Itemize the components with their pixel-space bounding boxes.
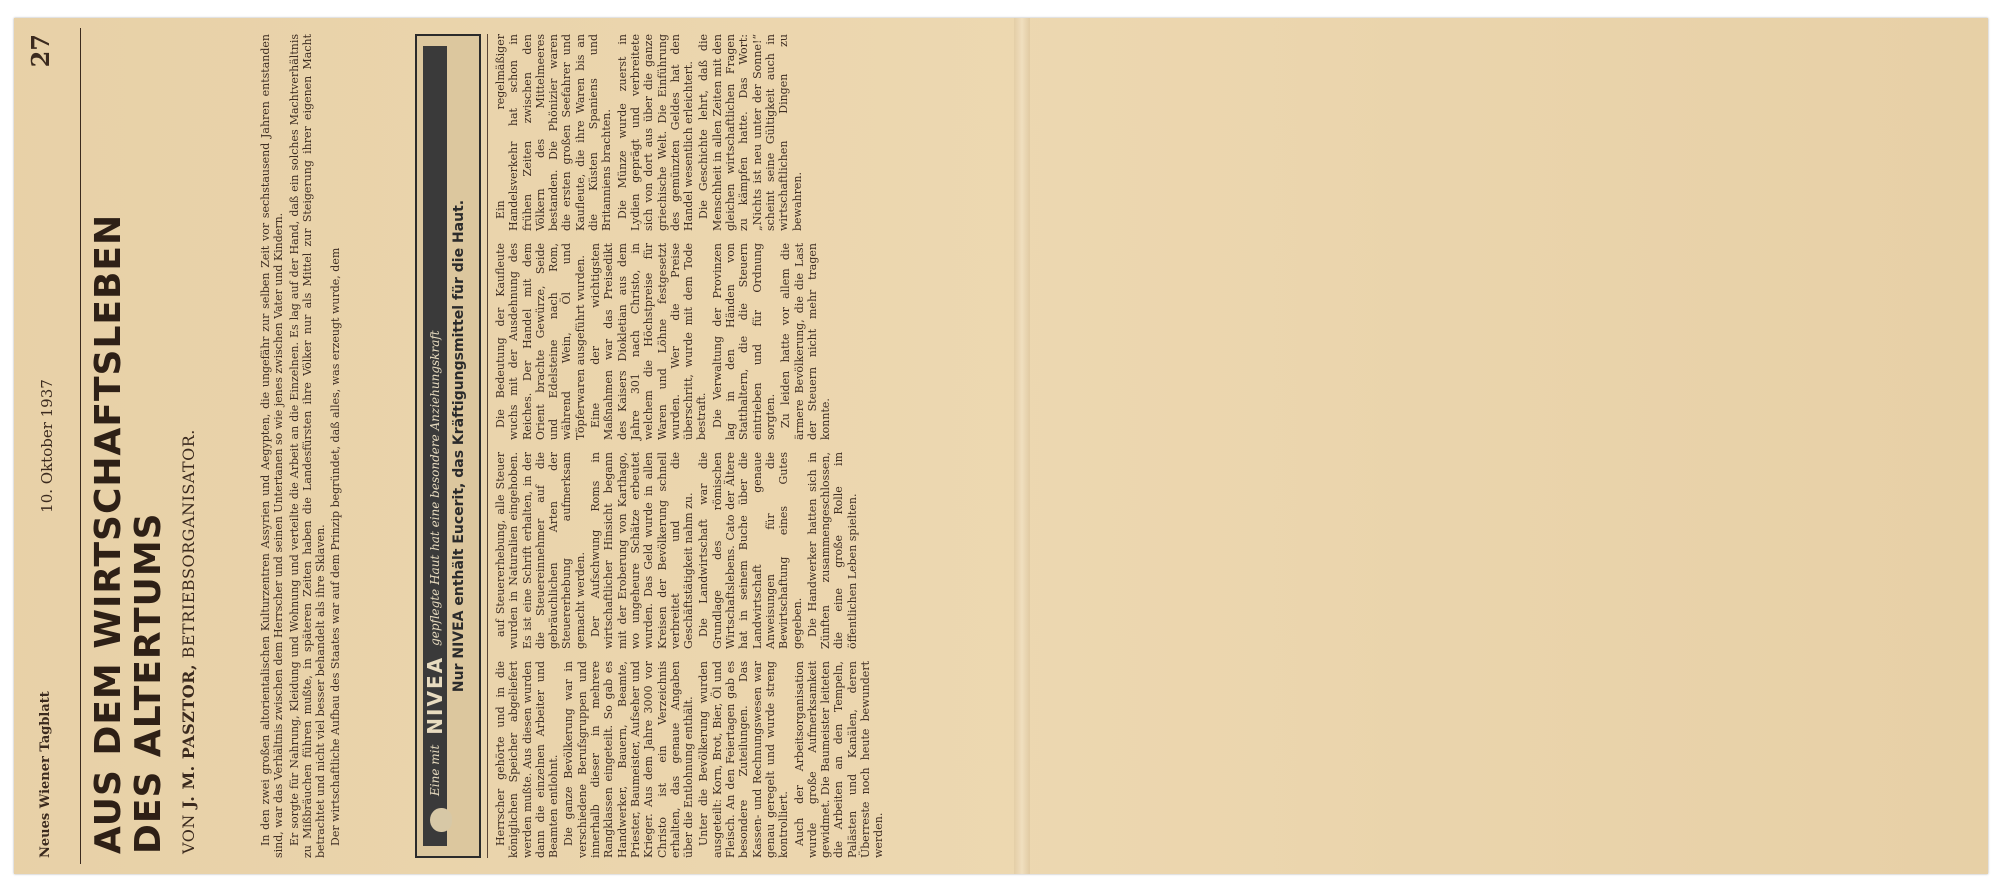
ad-brand: NIVEA [423,655,447,735]
column-divider [487,34,488,858]
page-header [20,28,81,864]
article-column-2 [494,661,1994,858]
ad-tagline: Nur NIVEA enthält Eucerit, das Kräftigungsmittel für die Haut. [451,199,467,693]
ad-banner [423,46,447,846]
nivea-advertisement [415,34,481,858]
paragraph: In den zwei großen altorientalischen Kulturzentren Assyrien und Aegypten, die ungefähr zur selben Zeit vor sechstausend Jahren entstanden sind, war das Verhältnis zwischen dem Herrscher und seinen Untertanen so wie jenes zwischen Vater und Kindern. [259,34,286,858]
paragraph: Auch der Arbeitsorganisation wurde große Aufmerksamkeit gewidmet. Die Baumeister leiteten die Arbeiten an den Tempeln, Palästen und Kanälen, deren Überreste noch heute bewundert werden. [792,661,886,858]
paragraph: Herrscher gehörte und in die königlichen Speicher abgeliefert werden mußte. Aus diesen wurden dann die einzelnen Arbeiter und Beamten entlohnt. [494,661,561,858]
byline [179,38,198,854]
article-title [89,38,169,854]
paragraph: Die Landwirtschaft war die Grundlage des römischen Wirtschaftslebens. Cato der Ältere hat in seinem Buche über die Landwirtschaft genaue Anweisungen für die Bewirtschaftung eines Gutes gegeben. [697,452,804,649]
byline-prefix: VON [179,814,198,854]
paragraph: Die ganze Bevölkerung war in verschiedene Berufsgruppen und innerhalb dieser in mehrere Rangklassen eingeteilt. So gab es Handwerker, Bauern, Beamte, Priester, Baumeister, Aufseher und Krieger. Aus dem Jahre 3000 vor Christo ist ein Verzeichnis erhalten, das genaue Angaben über die Entlohnung enthält. [562,661,696,858]
paragraph: Die Bedeutung der Kaufleute wuchs mit der Ausdehnung des Reiches. Der Handel mit dem Orient brachte Gewürze, Seide und Edelsteine nach Rom, während Wein, Öl und Töpferwaren ausgeführt wurden. [494,243,587,440]
paragraph: Die Handwerker hatten sich in Zünften zusammengeschlossen, die eine große Rolle im öffentlichen Leben spielten. [805,452,859,649]
rotated-page [14,18,1988,874]
paragraph: Die Verwaltung der Provinzen lag in den Händen von Statthaltern, die die Steuern eintrieben und für Ordnung sorgten. [710,243,777,440]
paragraph: Zu leiden hatte vor allem die ärmere Bevölkerung, die die Last der Steuern nicht mehr tragen konnte. [779,243,833,440]
newspaper-name: Neues Wiener Tagblatt [38,691,53,858]
ad-small-text-right: gepflegte Haut hat eine besondere Anziehungskraft [428,330,442,646]
newspaper-clipping [14,18,1988,874]
title-line-2: DES ALTERTUMS [128,512,169,854]
article-body-main [494,28,1994,864]
title-line-1: AUS DEM WIRTSCHAFTSLEBEN [88,213,129,854]
article-column-1 [259,34,409,858]
paragraph: auf Steuererhebung, alle Steuer wurden in Naturalien eingehoben. Es ist eine Schrift erhalten, in der die Steuereinnehmer auf die gebräuchlichen Arten der Steuererhebung aufmerksam gemacht werden. [494,452,587,649]
paragraph: Ein regelmäßiger Handelsverkehr hat schon in frühen Zeiten zwischen den Völkern des Mittelmeeres bestanden. Die Phönizier waren die ersten großen Seefahrer und Kaufleute, die ihre Waren bis an die Küsten Spaniens und Britanniens brachten. [494,34,614,231]
issue-date: 10. Oktober 1937 [38,379,56,513]
author-name: J. M. PASZTOR, [179,663,198,809]
paragraph: Die Münze wurde zuerst in Lydien geprägt und verbreitete sich von dort aus über die ganze griechische Welt. Die Einführung des gemünzten Geldes hat den Handel wesentlich erleichtert. [615,34,696,231]
article-column-3 [494,452,1994,649]
page-number: 27 [26,34,55,68]
article-body-top [259,28,409,864]
ad-small-text-left: Eine mit [428,744,442,796]
article-title-block [81,28,259,864]
paragraph: Unter die Bevölkerung wurden ausgeteilt: Korn, Brot, Bier, Öl und Fleisch. An den Feiertagen gab es besondere Zuteilungen. Das Kassen- und Rechnungswesen war genau geregelt und wurde streng kontrolliert. [697,661,791,858]
paragraph: Der wirtschaftliche Aufbau des Staates war auf dem Prinzip begründet, daß alles, was erzeugt wurde, dem [329,247,343,846]
article-column-4 [494,243,1994,440]
paragraph: Er sorgte für Nahrung, Kleidung und Wohnung und verteilte die Arbeit an die Einzelnen. Es lag auf der Hand, daß ein solches Machtverhältnis zu Mißbräuchen führen mußte, in späteren Zeiten haben die Landesfürsten ihre Völker nur als Mittel zur Steigerung ihrer eigenen Macht betrachtet und nicht viel besser behandelt als ihre Sklaven. [287,34,328,858]
paragraph: Die Geschichte lehrt, daß die Menschheit in allen Zeiten mit den gleichen wirtschaftlichen Fragen zu kämpfen hatte. Das Wort: „Nichts ist neu unter der Sonne!“ scheint seine Gültigkeit auch in wirtschaftlichen Dingen zu bewahren. [697,34,804,231]
article-column-5 [494,34,1994,231]
woman-portrait-icon [430,808,452,832]
author-role: BETRIEBSORGANISATOR. [179,429,198,659]
paragraph: Der Aufschwung Roms in wirtschaftlicher Hinsicht begann mit der Eroberung von Karthago, wo ungeheure Schätze erbeutet wurden. Das Geld wurde in allen Kreisen der Bevölkerung schnell verbreitet und die Geschäftstätigkeit nahm zu. [589,452,696,649]
paragraph: Eine der wichtigsten Maßnahmen war das Preisedikt des Kaisers Diokletian aus dem Jahre 301 nach Christo, in welchem die Höchstpreise für Waren und Löhne festgesetzt wurden. Wer die Preise überschritt, wurde mit dem Tode bestraft. [589,243,709,440]
